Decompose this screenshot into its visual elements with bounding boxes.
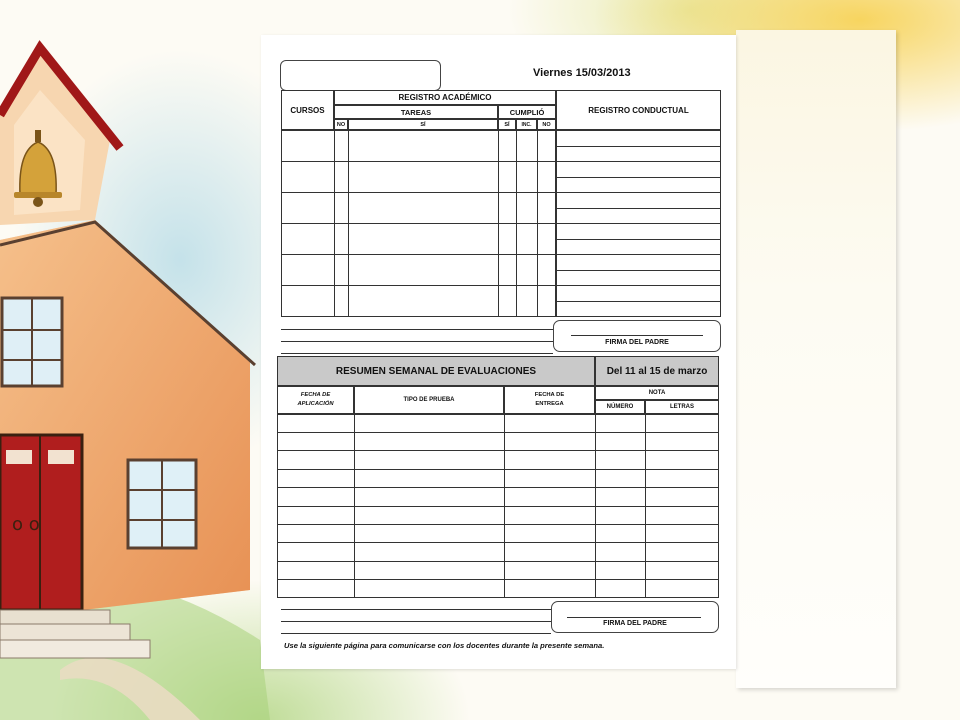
fecha-aplicacion-header: FECHA DE APLICACIÓN: [277, 386, 354, 414]
grid-line: [556, 161, 721, 162]
grid-line: [277, 579, 719, 580]
cumplio-header: CUMPLIÓ: [498, 105, 556, 119]
grid-line: [556, 254, 721, 255]
svg-text:o o: o o: [12, 514, 40, 535]
school-house-illustration: [0, 30, 270, 720]
summary-title: RESUMEN SEMANAL DE EVALUACIONES: [277, 356, 595, 386]
weekly-report-form: [261, 35, 736, 669]
grid-line: [277, 432, 719, 433]
fecha-entrega-header: FECHA DE ENTREGA: [504, 386, 595, 414]
grid-line: [556, 192, 721, 193]
grid-line: [556, 270, 721, 271]
grid-line: [277, 506, 719, 507]
grid-line: [277, 469, 719, 470]
cumplio-no-header: NO: [537, 119, 556, 130]
signature-line: [571, 335, 703, 336]
grid-line: [556, 223, 721, 224]
comment-line[interactable]: [281, 353, 553, 354]
grid-line: [281, 161, 556, 162]
comment-line[interactable]: [281, 329, 553, 330]
footer-note: Use la siguiente página para comunicarse con los docentes durante la presente semana.: [284, 641, 605, 650]
date-title: Viernes 15/03/2013: [533, 67, 631, 79]
grid-line: [281, 223, 556, 224]
father-signature-box[interactable]: [553, 320, 721, 352]
cumplio-inc-header: INC.: [516, 119, 537, 130]
letras-header: LETRAS: [645, 400, 719, 414]
registro-conductual-header: REGISTRO CONDUCTUAL: [556, 90, 721, 130]
registro-academico-header: REGISTRO ACADÉMICO: [334, 90, 556, 105]
cumplio-si-header: SÍ: [498, 119, 516, 130]
tareas-header: TAREAS: [334, 105, 498, 119]
grid-line: [277, 524, 719, 525]
student-name-box[interactable]: [280, 60, 441, 91]
grid-line: [556, 285, 721, 286]
grid-line: [556, 239, 721, 240]
comment-line[interactable]: [281, 609, 551, 610]
tareas-no-header: NO: [334, 119, 348, 130]
grid-line: [556, 208, 721, 209]
grid-line: [277, 450, 719, 451]
grid-line: [281, 192, 556, 193]
signature-line: [567, 617, 701, 618]
grid-line: [277, 487, 719, 488]
grid-line: [556, 177, 721, 178]
numero-header: NÚMERO: [595, 400, 645, 414]
tipo-prueba-header: TIPO DE PRUEBA: [354, 386, 504, 414]
comment-line[interactable]: [281, 633, 551, 634]
grid-line: [281, 285, 556, 286]
signature-label: FIRMA DEL PADRE: [603, 620, 667, 627]
grid-line: [277, 542, 719, 543]
nota-header: NOTA: [595, 386, 719, 400]
comment-line[interactable]: [281, 341, 553, 342]
tareas-si-header: SÍ: [348, 119, 498, 130]
grid-line: [556, 146, 721, 147]
decorative-panel: [736, 30, 896, 688]
grid-line: [281, 254, 556, 255]
date-range: Del 11 al 15 de marzo: [595, 356, 719, 386]
grid-line: [556, 301, 721, 302]
comment-line[interactable]: [281, 621, 551, 622]
signature-label: FIRMA DEL PADRE: [605, 339, 669, 346]
grid-line: [277, 561, 719, 562]
cursos-header: CURSOS: [281, 90, 334, 130]
